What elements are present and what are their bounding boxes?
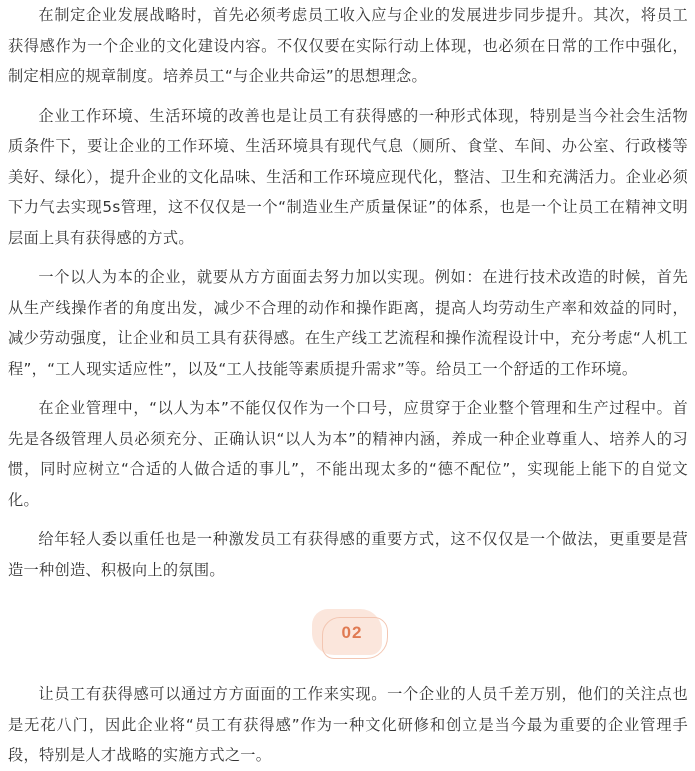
article-body (8, 0, 688, 771)
paragraph-5: 给年轻人委以重任也是一种激发员工有获得感的重要方式，这不仅仅是一个做法，更重要是营造一种创造、积极向上的氛围。 (8, 530, 688, 579)
paragraph-1: 在制定企业发展战略时，首先必须考虑员工收入应与企业的发展进步同步提升。其次，将员工获得感作为一个企业的文化建设内容。不仅仅要在实际行动上体现，也必须在日常的工作中强化，制定相应的规章制度。培养员工“与企业共命运”的思想理念。 (8, 6, 688, 85)
section-number: 02 (341, 623, 363, 642)
paragraph-2: 企业工作环境、生活环境的改善也是让员工有获得感的一种形式体现，特别是当今社会生活物质条件下，要让企业的工作环境、生活环境具有现代气息（厕所、食堂、车间、办公室、行政楼等美好、绿化），提升企业的文化品味、生活和工作环境应现代化，整洁、卫生和充满活力。企业必须下力气去实现5s管理，这不仅仅是一个“制造业生产质量保证”的体系，也是一个让员工在精神文明层面上具有获得感的方式。 (8, 106, 688, 247)
paragraph-3: 一个以人为本的企业，就要从方方面面去努力加以实现。例如：在进行技术改造的时候，首先从生产线操作者的角度出发，减少不合理的动作和操作距离，提高人均劳动生产率和效益的同时，减少劳动强度，让企业和员工具有获得感。在生产线工艺流程和操作流程设计中，充分考虑“人机工程”，“工人现实适应性”，以及“工人技能等素质提升需求”等。给员工一个舒适的工作环境。 (8, 268, 688, 378)
paragraph-6: 让员工有获得感可以通过方方面面的工作来实现。一个企业的人员千差万别，他们的关注点也是无花八门，因此企业将“员工有获得感”作为一种文化研修和创立是当今最为重要的企业管理手段，特别是人才战略的实施方式之一。 (8, 685, 688, 764)
section-divider (8, 603, 688, 673)
paragraph-4: 在企业管理中，“以人为本”不能仅仅作为一个口号，应贯穿于企业整个管理和生产过程中。首先是各级管理人员必须充分、正确认识“以人为本”的精神内涵，养成一种企业尊重人、培养人的习惯，同时应树立“合适的人做合适的事儿”，不能出现太多的“德不配位”，实现能上能下的自觉文化。 (8, 399, 688, 509)
